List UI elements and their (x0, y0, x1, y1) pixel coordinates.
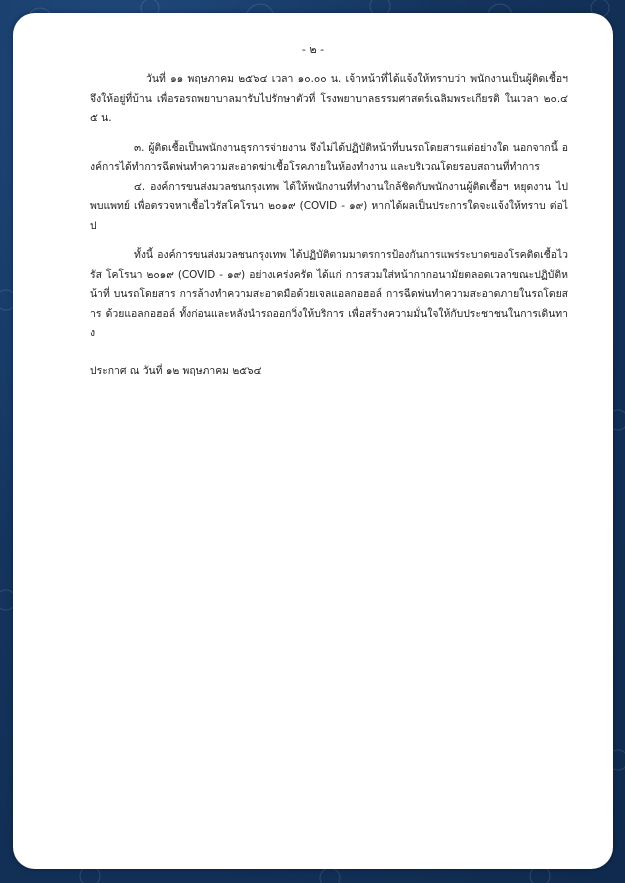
paragraph-3: ๔. องค์การขนส่งมวลชนกรุงเทพ ได้ให้พนักงานที่ทำงานใกล้ชิดกับพนักงานผู้ติดเชื้อฯ หยุดงาน ไปพบแพทย์ เพื่อตรวจหาเชื้อไวรัสโคโรนา ๒๐๑๙ (COVID - ๑๙) หากได้ผลเป็นประการใดจะแจ้งให้ทราบ ต่อไป (90, 180, 568, 232)
paragraph-4: ทั้งนี้ องค์การขนส่งมวลชนกรุงเทพ ได้ปฏิบัติตามมาตรการป้องกันการแพร่ระบาดของโรคติดเชื้อไวรัส โคโรนา ๒๐๑๙ (COVID - ๑๙) อย่างเคร่งครัด ได้แก่ การสวมใส่หน้ากากอนามัยตลอดเวลาขณะปฏิบัติหน้าที่ บนรถโดยสาร การล้างทำความสะอาดมือด้วยเจลแอลกอฮอล์ การฉีดพ่นทำความสะอาดภายในรถโดยสาร ด้วยแอลกอฮอล์ ทั้งก่อนและหลังนำรถออกวิ่งให้บริการ เพื่อสร้างความมั่นใจให้กับประชาชนในการเดินทาง (90, 249, 568, 339)
page-number: - ๒ - (301, 43, 325, 56)
document-page (13, 13, 613, 869)
paragraph-gap (90, 129, 568, 139)
announcement-date: ประกาศ ณ วันที่ ๑๒ พฤษภาคม ๒๕๖๔ (90, 364, 262, 377)
paragraph-gap (90, 236, 568, 246)
paragraph-2: ๓. ผู้ติดเชื้อเป็นพนักงานธุรการจ่ายงาน จึงไม่ได้ปฏิบัติหน้าที่บนรถโดยสารแต่อย่างใด นอกจากนี้ องค์การได้ทำการฉีดพ่นทำความสะอาดฆ่าเชื้อโรคภายในห้องทำงาน และบริเวณโดยรอบสถานที่ทำการ (90, 141, 568, 173)
paragraph-1: วันที่ ๑๑ พฤษภาคม ๒๕๖๔ เวลา ๑๐.๐๐ น. เจ้าหน้าที่ได้แจ้งให้ทราบว่า พนักงานเป็นผู้ติดเชื้อฯ จึงให้อยู่ที่บ้าน เพื่อรอรถพยาบาลมารับไปรักษาตัวที่ โรงพยาบาลธรรมศาสตร์เฉลิมพระเกียรติ ในเวลา ๒๐.๔๕ น. (90, 73, 568, 124)
document-body (90, 70, 568, 381)
